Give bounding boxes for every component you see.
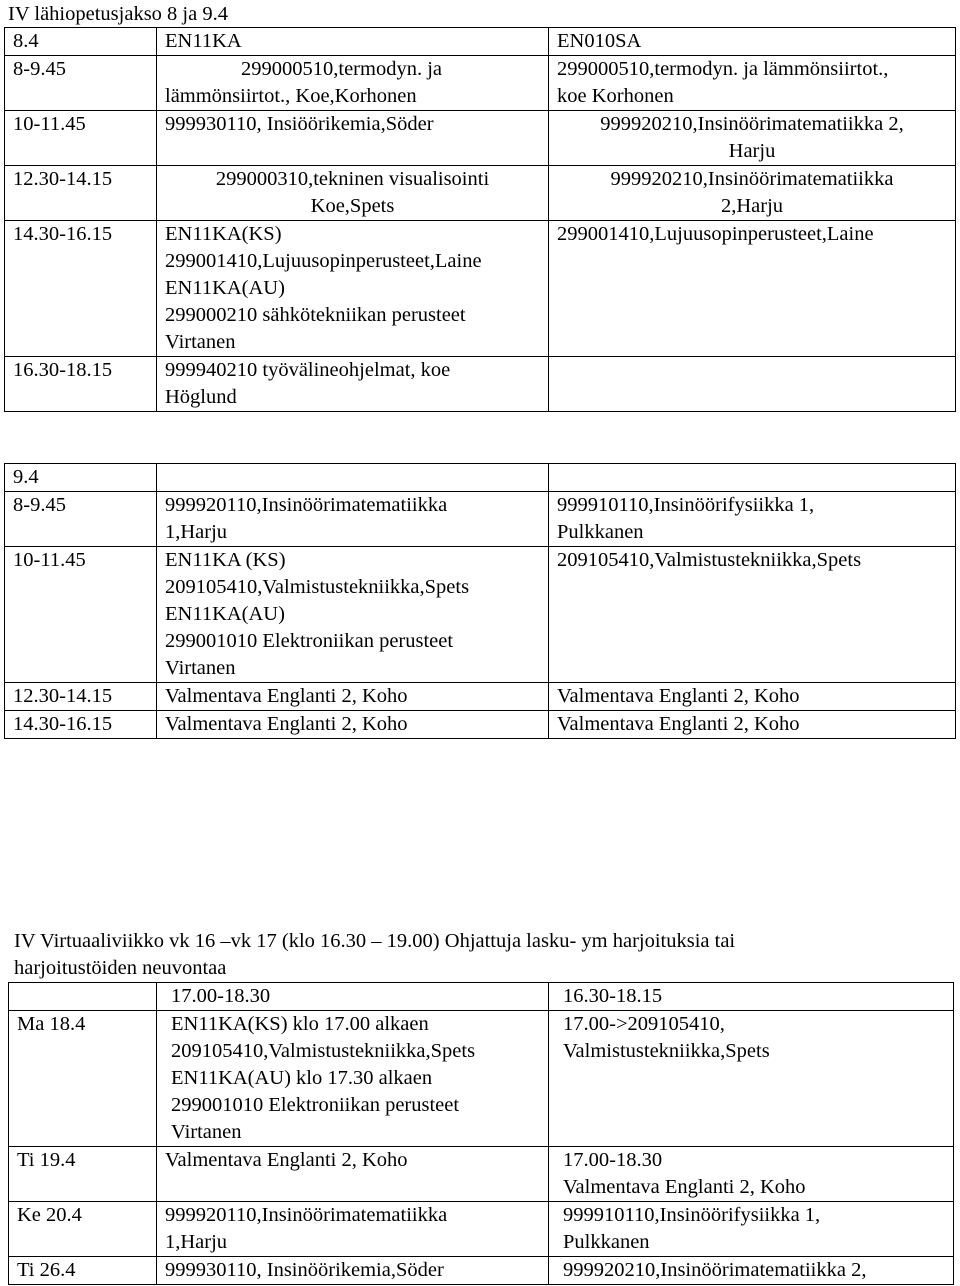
en010sa-cell: 999910110,Insinöörifysiikka 1, Pulkkanen [549, 492, 956, 547]
table-row [9, 1147, 954, 1202]
table-row [9, 1257, 954, 1285]
time-cell: 14.30-16.15 [5, 711, 157, 739]
time-cell: 10-11.45 [5, 111, 157, 166]
section3-heading-line1: IV Virtuaaliviikko vk 16 –vk 17 (klo 16.30 – 19.00) Ohjattuja lasku- ym harjoituksia tai [14, 930, 736, 952]
time-cell: 10-11.45 [5, 547, 157, 683]
table-header-row [5, 464, 956, 492]
time-cell: 12.30-14.15 [5, 166, 157, 221]
table-row [5, 166, 956, 221]
slot-b-cell: 999910110,Insinöörifysiikka 1, Pulkkanen [549, 1202, 954, 1257]
time-cell: 14.30-16.15 [5, 221, 157, 357]
en010sa-cell: 299001410,Lujuusopinperusteet,Laine [549, 221, 956, 357]
table-row [5, 111, 956, 166]
table-row [5, 357, 956, 412]
en11ka-cell: EN11KA (KS) 209105410,Valmistustekniikka,Spets EN11KA(AU) 299001010 Elektroniikan perusteet Virtanen [157, 547, 549, 683]
en11ka-cell: 299000310,tekninen visualisointi Koe,Spets [157, 166, 549, 221]
time-cell: 16.30-18.15 [5, 357, 157, 412]
en11ka-cell: 299000510,termodyn. ja lämmönsiirtot., Koe,Korhonen [157, 56, 549, 111]
en11ka-cell: 999920110,Insinöörimatematiikka 1,Harju [157, 492, 549, 547]
time-cell: 8-9.45 [5, 492, 157, 547]
virtual-week-table [8, 982, 954, 1285]
day-cell: Ke 20.4 [9, 1202, 157, 1257]
header-empty [549, 464, 956, 492]
day-cell: Ma 18.4 [9, 1011, 157, 1147]
en11ka-cell: Valmentava Englanti 2, Koho [157, 683, 549, 711]
table-row [5, 547, 956, 683]
table-header-row [5, 28, 956, 56]
en010sa-cell [549, 357, 956, 412]
day-cell: Ti 19.4 [9, 1147, 157, 1202]
header-date: 8.4 [5, 28, 157, 56]
time-cell: 8-9.45 [5, 56, 157, 111]
header-empty [157, 464, 549, 492]
slot-a-cell: 999930110, Insinöörikemia,Söder [157, 1257, 549, 1285]
table-row [5, 711, 956, 739]
en010sa-cell: 999920210,Insinöörimatematiikka 2, Harju [549, 111, 956, 166]
en11ka-cell: Valmentava Englanti 2, Koho [157, 711, 549, 739]
day-cell: Ti 26.4 [9, 1257, 157, 1285]
header-group-en010sa: EN010SA [549, 28, 956, 56]
schedule-table-8-4 [4, 27, 956, 412]
slot-a-cell: 999920110,Insinöörimatematiikka 1,Harju [157, 1202, 549, 1257]
header-group-en11ka: EN11KA [157, 28, 549, 56]
slot-b-cell: 999920210,Insinöörimatematiikka 2, [549, 1257, 954, 1285]
en010sa-cell: 999920210,Insinöörimatematiikka 2,Harju [549, 166, 956, 221]
header-time-a: 17.00-18.30 [157, 983, 549, 1011]
table-row [5, 492, 956, 547]
header-time-b: 16.30-18.15 [549, 983, 954, 1011]
en11ka-cell: 999930110, Insiöörikemia,Söder [157, 111, 549, 166]
table-row [9, 1011, 954, 1147]
slot-b-cell: 17.00-18.30 Valmentava Englanti 2, Koho [549, 1147, 954, 1202]
table-row [5, 56, 956, 111]
time-cell: 12.30-14.15 [5, 683, 157, 711]
schedule-table-9-4 [4, 463, 956, 739]
slot-a-cell: Valmentava Englanti 2, Koho [157, 1147, 549, 1202]
en010sa-cell: 299000510,termodyn. ja lämmönsiirtot., koe Korhonen [549, 56, 956, 111]
table-row [5, 221, 956, 357]
en11ka-cell: 999940210 työvälineohjelmat, koe Höglund [157, 357, 549, 412]
section3-heading-line2: harjoitustöiden neuvontaa [14, 957, 227, 979]
section1-heading: IV lähiopetusjakso 8 ja 9.4 [8, 3, 228, 25]
table-row [9, 1202, 954, 1257]
header-date: 9.4 [5, 464, 157, 492]
slot-b-cell: 17.00->209105410, Valmistustekniikka,Spets [549, 1011, 954, 1147]
header-day [9, 983, 157, 1011]
en010sa-cell: Valmentava Englanti 2, Koho [549, 711, 956, 739]
table-header-row [9, 983, 954, 1011]
slot-a-cell: EN11KA(KS) klo 17.00 alkaen 209105410,Valmistustekniikka,Spets EN11KA(AU) klo 17.30 alkaen 299001010 Elektroniikan perusteet Virtanen [157, 1011, 549, 1147]
en010sa-cell: Valmentava Englanti 2, Koho [549, 683, 956, 711]
en11ka-cell: EN11KA(KS) 299001410,Lujuusopinperusteet,Laine EN11KA(AU) 299000210 sähkötekniikan perusteet Virtanen [157, 221, 549, 357]
table-row [5, 683, 956, 711]
en010sa-cell: 209105410,Valmistustekniikka,Spets [549, 547, 956, 683]
